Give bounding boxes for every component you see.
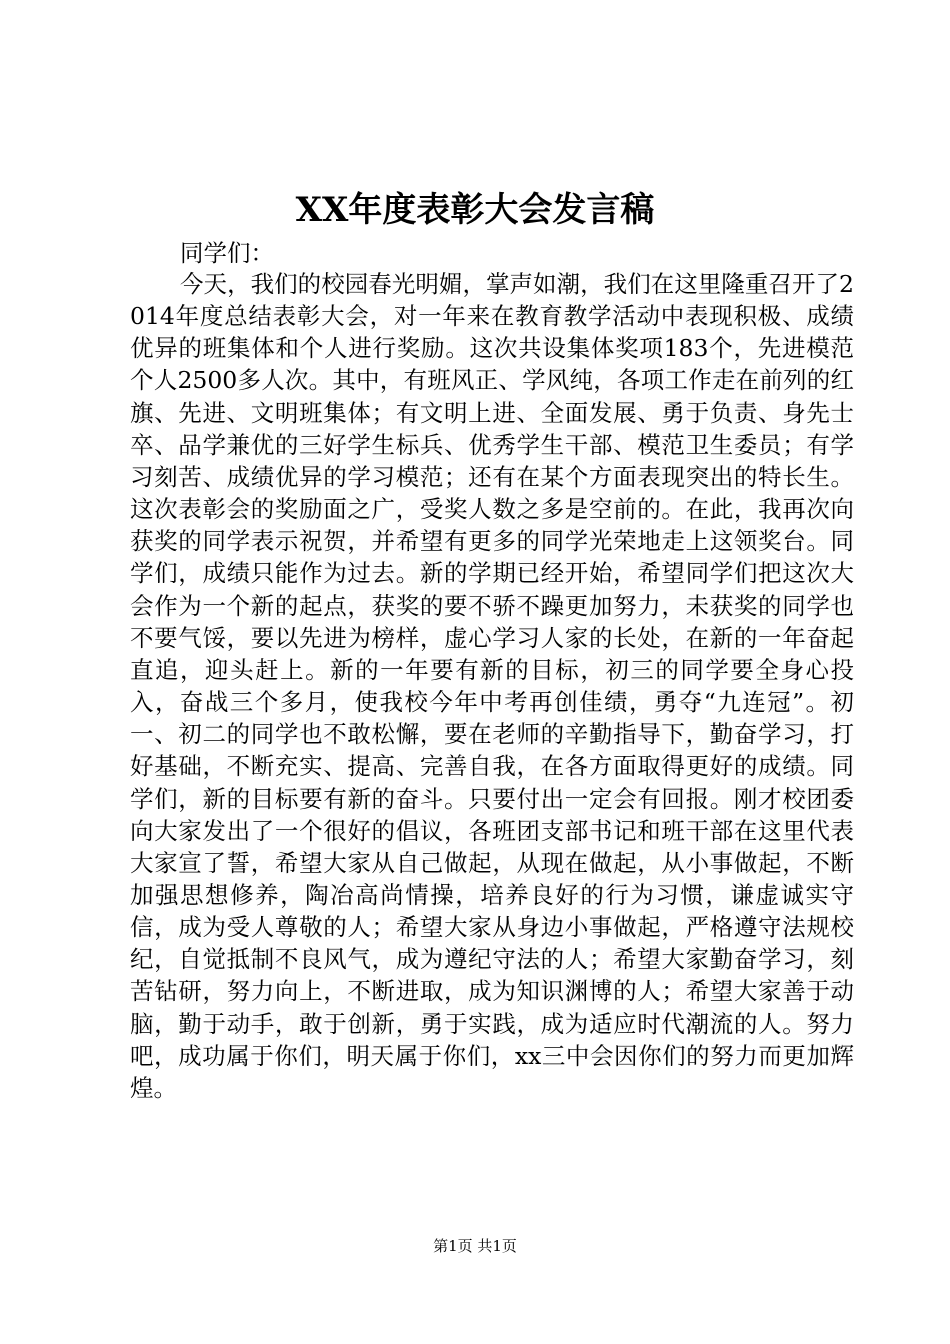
salutation: 同学们： [180, 239, 274, 267]
document-title: XX年度表彰大会发言稿 [295, 190, 655, 230]
page-footer: 第1页 共1页 [433, 1237, 517, 1255]
body-paragraph: 今天，我们的校园春光明媚，掌声如潮，我们在这里隆重召开了2014年度总结表彰大会，对一年来在教育教学活动中表现积极、成绩优异的班集体和个人进行奖励。这次共设集体奖项183个，先进模范个人2500多人次。其中，有班风正、学风纯，各项工作走在前列的红旗、先进、文明班集体；有文明上进、全面发展、勇于负责、身先士卒、品学兼优的三好学生标兵、优秀学生干部、模范卫生委员；有学习刻苦、成绩优异的学习模范；还有在某个方面表现突出的特长生。这次表彰会的奖励面之广，受奖人数之多是空前的。在此，我再次向获奖的同学表示祝贺，并希望有更多的同学光荣地走上这领奖台。同学们，成绩只能作为过去。新的学期已经开始，希望同学们把这次大会作为一个新的起点，获奖的要不骄不躁更加努力，未获奖的同学也不要气馁，要以先进为榜样，虚心学习人家的长处，在新的一年奋起直追，迎头赶上。新的一年要有新的目标，初三的同学要全身心投入，奋战三个多月，使我校今年中考再创佳绩，勇夺“九连冠”。初一、初二的同学也不敢松懈，要在老师的辛勤指导下，勤奋学习，打好基础，不断充实、提高、完善自我，在各方面取得更好的成绩。同学们，新的目标要有新的奋斗。只要付出一定会有回报。刚才校团委向大家发出了一个很好的倡议，各班团支部书记和班干部在这里代表大家宣了誓，希望大家从自己做起，从现在做起，从小事做起，不断加强思想修养，陶冶高尚情操，培养良好的行为习惯，谦虚诚实守信，成为受人尊敬的人；希望大家从身边小事做起，严格遵守法规校纪，自觉抵制不良风气，成为遵纪守法的人；希望大家勤奋学习，刻苦钻研，努力向上，不断进取，成为知识渊博的人；希望大家善于动脑，勤于动手，敢于创新，勇于实践，成为适应时代潮流的人。努力吧，成功属于你们，明天属于你们，xx三中会因你们的努力而更加辉煌。 [130, 270, 854, 1102]
